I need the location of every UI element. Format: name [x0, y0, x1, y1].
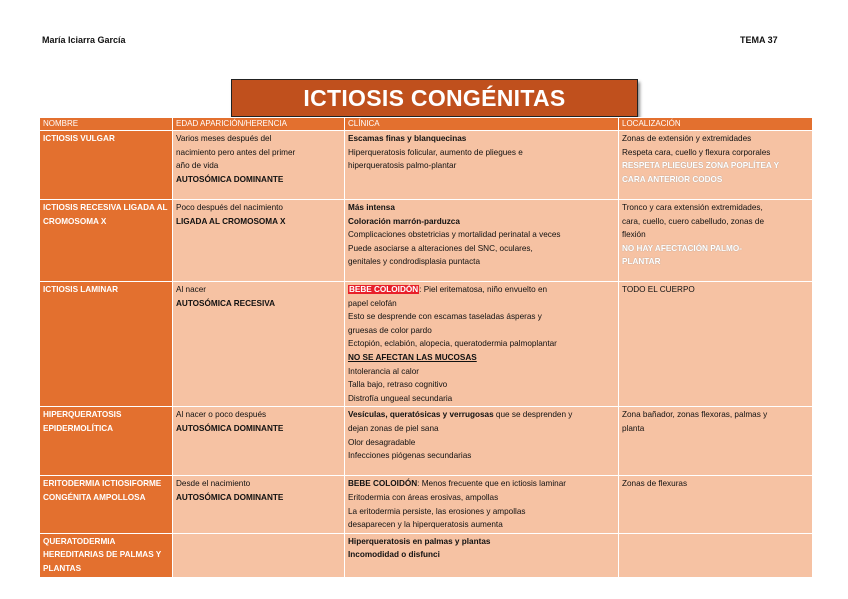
clinica-line: La eritodermia persiste, las erosiones y ampollas [348, 506, 526, 516]
edad-line: Al nacer o poco después [176, 410, 267, 420]
edad-line: nacimiento pero antes del primer [176, 147, 296, 157]
clinica-line: Puede asociarse a alteraciones del SNC, oculares, [348, 243, 533, 253]
clinica-lead-rest: que se desprenden y [493, 410, 573, 420]
row-name: ICTIOSIS RECESIVA LIGADA AL CROMOSOMA X [40, 200, 173, 282]
clinica-line: Infecciones piógenas secundarias [348, 451, 472, 461]
clinica-line: Incomodidad o disfunci [348, 550, 440, 560]
row-name: ICTIOSIS VULGAR [40, 131, 173, 200]
clinica-line: gruesas de color pardo [348, 325, 432, 335]
col-header-edad: EDAD APARICIÓN/HERENCIA [173, 118, 345, 131]
clinica-line: desaparecen y la hiperqueratosis aumenta [348, 520, 503, 530]
row-localizacion [619, 533, 813, 577]
highlight-bebe-coloidon: BEBE COLOIDÓN [349, 285, 419, 294]
loc-note: PLANTAR [622, 257, 661, 267]
table-row [40, 407, 813, 476]
row-clinica [345, 533, 619, 577]
loc-line: Zonas de flexuras [622, 479, 688, 489]
clinica-line: Hiperqueratosis en palmas y plantas [348, 536, 491, 546]
loc-line: flexión [622, 230, 646, 240]
table-row [40, 131, 813, 200]
edad-line: año de vida [176, 161, 219, 171]
row-edad [173, 282, 345, 407]
row-localizacion [619, 282, 813, 407]
edad-line: Desde el nacimiento [176, 479, 251, 489]
clinica-line: genitales y condrodisplasia puntacta [348, 257, 480, 267]
row-clinica [345, 407, 619, 476]
clinica-lead-rest: : Menos frecuente que en ictiosis laminar [417, 479, 566, 489]
herencia: AUTOSÓMICA RECESIVA [176, 298, 276, 308]
table-row [40, 533, 813, 577]
loc-line: Respeta cara, cuello y flexura corporales [622, 147, 771, 157]
herencia: AUTOSÓMICA DOMINANTE [176, 423, 284, 433]
author-name: María Iciarra García [42, 35, 126, 45]
clinica-line: Talla bajo, retraso cognitivo [348, 380, 448, 390]
row-clinica [345, 476, 619, 533]
table-row [40, 476, 813, 533]
row-edad [173, 407, 345, 476]
clinica-line: Intolerancia al calor [348, 366, 419, 376]
loc-line: Tronco y cara extensión extremidades, [622, 203, 763, 212]
col-header-localizacion: LOCALIZACIÓN [619, 118, 813, 131]
row-localizacion [619, 131, 813, 200]
clinica-line: Ectopión, eclabión, alopecia, queratodermia palmoplantar [348, 339, 557, 349]
clinica-first-line [348, 283, 615, 297]
row-name: QUERATODERMIA HEREDITARIAS DE PALMAS Y PLANTAS [40, 533, 173, 577]
clinica-line: Coloración marrón-parduzca [348, 216, 460, 226]
edad-line: Poco después del nacimiento [176, 203, 283, 212]
row-name: HIPERQUERATOSIS EPIDERMOLÍTICA [40, 407, 173, 476]
clinica-underline: NO SE AFECTAN LAS MUCOSAS [348, 352, 477, 362]
loc-line: cara, cuello, cuero cabelludo, zonas de [622, 216, 765, 226]
loc-note: NO HAY AFECTACIÓN PALMO- [622, 243, 742, 253]
row-edad [173, 476, 345, 533]
row-localizacion [619, 476, 813, 533]
clinica-line: Escamas finas y blanquecinas [348, 134, 467, 143]
herencia: AUTOSÓMICA DOMINANTE [176, 174, 284, 184]
clinica-line: Esto se desprende con escamas taseladas ásperas y [348, 312, 542, 322]
row-name: ERITODERMIA ICTIOSIFORME CONGÉNITA AMPOLLOSA [40, 476, 173, 533]
clinica-lead: BEBE COLOIDÓN [348, 479, 418, 489]
clinica-line: Eritodermia con áreas erosivas, ampollas [348, 492, 499, 502]
col-header-nombre: NOMBRE [40, 118, 173, 131]
ichthyosis-table [39, 117, 813, 578]
edad-line: Varios meses después del [176, 134, 272, 143]
table-header-row [40, 118, 813, 131]
clinica-line: Más intensa [348, 203, 395, 212]
row-localizacion [619, 407, 813, 476]
clinica-line: Distrofía ungueal secundaria [348, 393, 453, 403]
clinica-line: Olor desagradable [348, 437, 416, 447]
row-clinica [345, 200, 619, 282]
loc-line: TODO EL CUERPO [622, 285, 695, 294]
loc-line: Zona bañador, zonas flexoras, palmas y [622, 410, 768, 420]
row-edad [173, 131, 345, 200]
loc-note: RESPETA PLIEGUES ZONA POPLÍTEA Y [622, 161, 780, 171]
table-row [40, 282, 813, 407]
row-edad [173, 533, 345, 577]
page-title-box [231, 79, 638, 117]
row-clinica [345, 131, 619, 200]
clinica-line: papel celofán [348, 298, 397, 308]
table-row [40, 200, 813, 282]
clinica-line: dejan zonas de piel sana [348, 423, 439, 433]
clinica-first-line [348, 408, 615, 422]
row-clinica [345, 282, 619, 407]
loc-line: planta [622, 423, 645, 433]
highlight-rest: : Piel eritematosa, niño envuelto en [419, 285, 548, 294]
clinica-first-line [348, 477, 615, 491]
loc-line: Zonas de extensión y extremidades [622, 134, 752, 143]
edad-line: Al nacer [176, 285, 207, 294]
clinica-line: hiperqueratosis palmo-plantar [348, 161, 457, 171]
clinica-lead: Vesículas, queratósicas y verrugosas [348, 410, 494, 420]
clinica-line: Hiperqueratosis folicular, aumento de pliegues e [348, 147, 523, 157]
herencia: AUTOSÓMICA DOMINANTE [176, 492, 284, 502]
herencia: LIGADA AL CROMOSOMA X [176, 216, 286, 226]
row-name: ICTIOSIS LAMINAR [40, 282, 173, 407]
row-edad [173, 200, 345, 282]
loc-note: CARA ANTERIOR CODOS [622, 174, 723, 184]
row-localizacion [619, 200, 813, 282]
page-title: ICTIOSIS CONGÉNITAS [303, 84, 566, 111]
topic-label: TEMA 37 [740, 35, 778, 45]
clinica-line: Complicaciones obstetricias y mortalidad perinatal a veces [348, 230, 561, 240]
col-header-clinica: CLÍNICA [345, 118, 619, 131]
